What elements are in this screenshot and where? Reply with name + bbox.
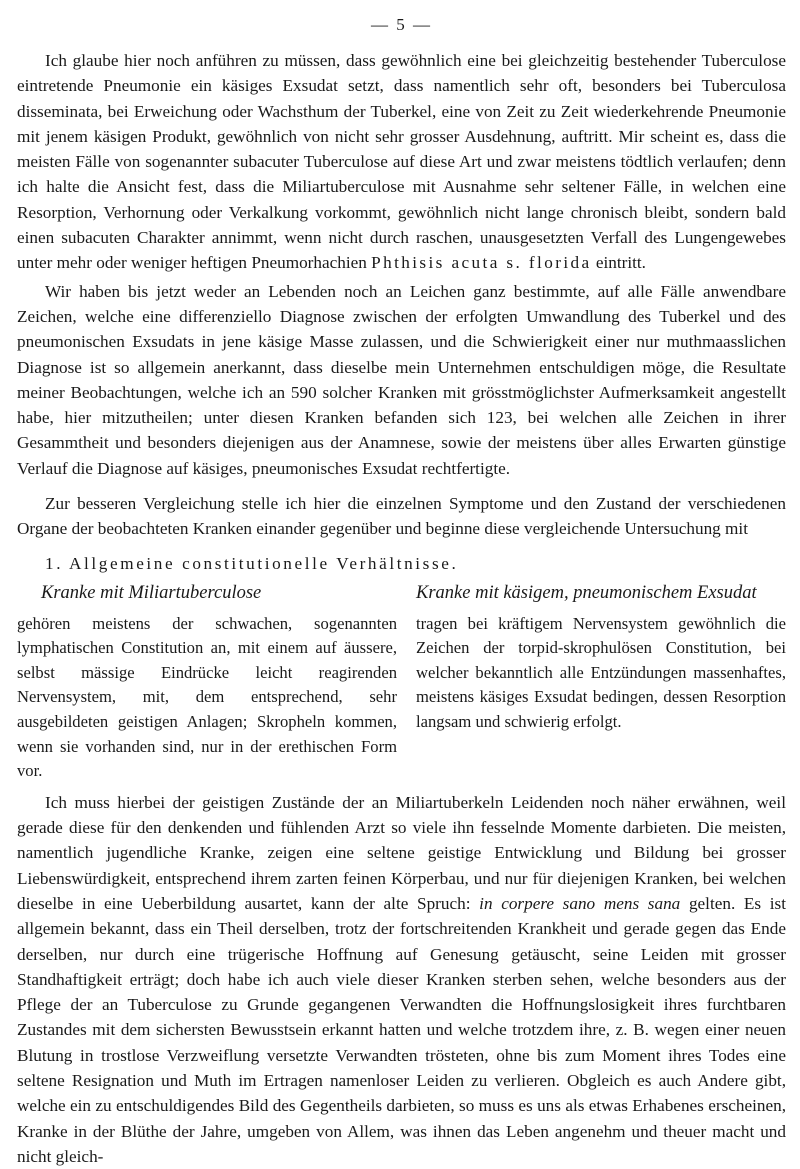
right-column-text: tragen bei kräftigem Nervensystem gewöhnlich die Zeichen der torpid-skrophulösen Constitution, bei welcher bekanntlich alle Entzündungen massenhaftes, meistens käsiges Exsudat bedingen, dessen Resorption langsam und schwierig erfolgt. <box>416 613 786 732</box>
paragraph-4-text-before: Ich muss hierbei der geistigen Zustände der an Miliartuberkeln Leidenden noch näher erwähnen, weil gerade diese für den denkenden und fühlenden Arzt so viele ihn fesselnde Momente darbieten. Die meisten, namentlich jugendliche Kranke, zeigen eine seltene geistige Entwicklung und Bildung bei grosser Liebenswürdigkeit, entsprechend ihrem zarten feinen Körperbau, und nur für diejenigen Kranken, bei welchen dieselbe in eine Ueberbildung ausartet, kann der alte Spruch: <box>17 792 786 913</box>
comparison-columns <box>17 580 786 784</box>
paragraph-1-emphasis: Phthisis acuta s. florida <box>371 253 592 273</box>
right-column <box>416 580 786 784</box>
right-column-title: Kranke mit käsigem, pneumonischem Exsudat <box>416 582 757 603</box>
paragraph-2: Wir haben bis jetzt weder an Lebenden noch an Leichen ganz bestimmte, auf alle Fälle anwendbare Zeichen, welche eine differenziello Diagnose zwischen der erfolgten Umwandlung des Tuberkel und des pneumonischen Exsudats in jene käsige Masse zulassen, und die Schwierigkeit einer nur muthmaasslichen Diagnose ist so allgemein anerkannt, dass dieselbe mein Unternehmen entschuldigen möge, die Resultate meiner Beobachtungen, welche ich an 590 solcher Kranken mit grösstmöglichster Aufmerksamkeit angestellt habe, hier mitzutheilen; unter diesen Kranken befanden sich 123, bei welchen alle Zeichen in ihrer Gesammtheit und besonders diejenigen aus der Anamnese, sowie der meistens über alles Erwarten günstige Verlauf die Diagnose auf käsiges, pneumonisches Exsudat rechtfertigte. <box>17 281 786 478</box>
paragraph-4 <box>17 790 786 1169</box>
paragraph-4-text-after: gelten. Es ist allgemein bekannt, dass ein Theil derselben, trotz der fortschreitenden Krankheit und gerade gegen das Ende derselben, nur durch eine trügerische Hoffnung auf Genesung getäuscht, seine Leiden mit grosser Standhaftigkeit erträgt; doch habe ich auch viele dieser Kranken sterben sehen, welche besonders aus der Pflege der an Tuberculose zu Grunde gegangenen Verwandten die Hoffnungslosigkeit ihres furchtbaren Zustandes mit dem sichersten Bewusstsein erkannt hatten und welche trotzdem ihre, z. B. wegen einer neuen Blutung in trostlose Verzweiflung versetzte Verwandten trösteten, ohne bis zum Moment ihres Todes eine seltene Resignation und Muth im Ertragen namenloser Leiden zu verlieren. Obgleich es auch Andere gibt, welche ein zu entschuldigendes Bild des Gegentheils darbieten, so muss es uns als etwas Erhabenes erscheinen, Kranke in der Blüthe der Jahre, umgeben von Allem, was ihnen das Leben angenehm und theuer macht und nicht gleich- <box>17 893 786 1166</box>
left-column-text: gehören meistens der schwachen, sogenannten lymphatischen Constitution an, mit einem auf äussere, selbst mässige Eindrücke leicht reagirenden Nervensystem, mit, dem entsprechend, sehr ausgebildeten geistigen Anlagen; Skropheln kommen, wenn sie vorhanden sind, nur in der erethischen Form vor. <box>17 613 397 781</box>
left-column <box>17 580 397 784</box>
paragraph-1 <box>17 48 786 276</box>
section-heading <box>17 551 786 576</box>
left-column-title: Kranke mit Miliartuberculose <box>41 582 262 603</box>
paragraph-4-latin: in corpere sano mens sana <box>479 893 681 913</box>
paragraph-3: Zur besseren Vergleichung stelle ich hier die einzelnen Symptome und den Zustand der verschiedenen Organe der beobachteten Kranken einander gegenüber und beginne diese vergleichende Untersuchung mit <box>17 494 786 539</box>
page-number: — 5 — <box>371 15 432 34</box>
paragraph-1-tail: eintritt. <box>591 253 646 273</box>
section-heading-text: 1. Allgemeine constitutionelle Verhältnisse. <box>45 553 459 573</box>
paragraph-1-text: Ich glaube hier noch anführen zu müssen, dass gewöhnlich eine bei gleichzeitig bestehender Tuberculose eintretende Pneumonie ein käsiges Exsudat setzt, dass namentlich sehr oft, besonders bei Tuberculosa disseminata, bei Erweichung oder Wachsthum der Tuberkel, eine von Zeit zu Zeit wiederkehrende Pneumonie mit jenem käsigen Produkt, gewöhnlich von nicht sehr grosser Ausdehnung, auftritt. Mir scheint es, dass die meisten Fälle von sogenannter subacuter Tuberculose auf diese Art und zwar meistens tödtlich verlaufen; denn ich halte die Ansicht fest, dass die Miliartuberculose mit Ausnahme sehr seltener Fälle, in welchen eine Resorption, Verhornung oder Verkalkung vorkommt, gewöhnlich nicht lange chronisch bleibt, sondern bald einen subacuten Charakter annimmt, wenn nicht durch raschen, unausgesetzten Verfall des Lungengewebes unter mehr oder weniger heftigen Pneumorhachien <box>17 51 786 273</box>
